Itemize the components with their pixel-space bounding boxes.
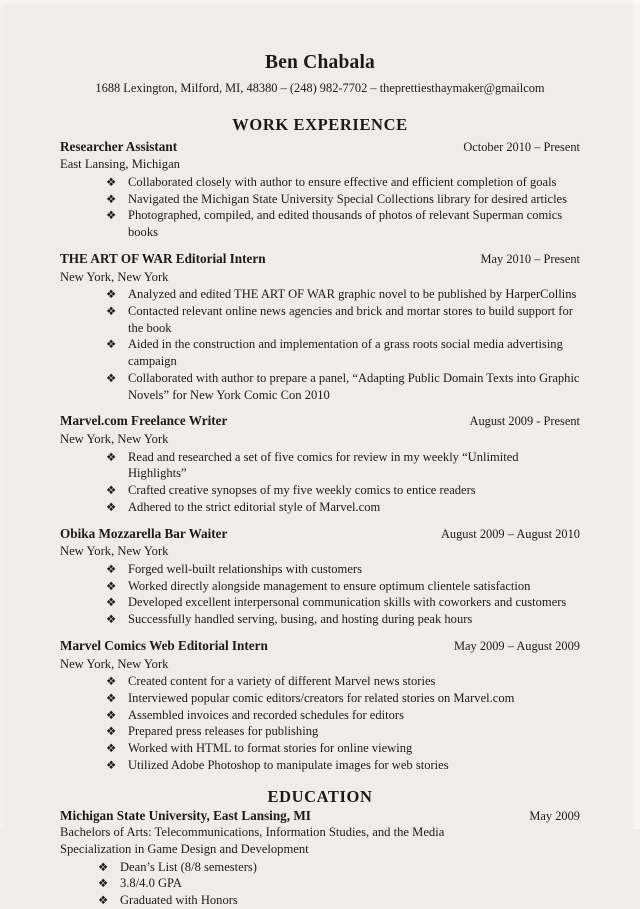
bullet-item: [98, 875, 580, 892]
bullet-text: Worked directly alongside management to ensure optimum clientele satisfaction: [128, 578, 531, 593]
bullet-text: Contacted relevant online news agencies and brick and mortar stores to build support for the book: [128, 303, 573, 335]
bullet-item: [98, 859, 580, 876]
education-entry-head: [60, 808, 580, 825]
bullet-item: [106, 449, 580, 483]
bullet-item: [106, 207, 580, 241]
bullet-text: Navigated the Michigan State University Special Collections library for desired articles: [128, 191, 568, 206]
diamond-bullet-icon: ❖: [106, 499, 117, 514]
bullet-text: Dean’s List (8/8 semesters): [120, 859, 257, 874]
bullet-item: [106, 757, 580, 774]
bullet-item: [106, 673, 580, 690]
work-entry-bullet-list: [60, 561, 580, 628]
bullet-text: Collaborated closely with author to ensure effective and efficient completion of goals: [128, 174, 557, 189]
bullet-item: [106, 286, 580, 303]
work-entry: [60, 251, 580, 404]
bullet-text: Crafted creative synopses of my five weekly comics to entice readers: [128, 483, 476, 498]
bullet-text: Successfully handled serving, busing, and hosting during peak hours: [128, 612, 473, 627]
work-entry-location: New York, New York: [60, 656, 169, 671]
work-entry-date: May 2009 – August 2009: [454, 638, 580, 653]
work-entry: [60, 638, 580, 774]
section-heading-work-experience: WORK EXPERIENCE: [232, 114, 408, 134]
work-entry-title: THE ART OF WAR Editorial Intern: [60, 250, 266, 266]
bullet-item: [106, 174, 580, 191]
bullet-text: Analyzed and edited THE ART OF WAR graphic novel to be published by HarperCollins: [128, 287, 577, 302]
work-entry-location: New York, New York: [60, 432, 169, 447]
work-entry-date: August 2009 - Present: [469, 414, 580, 429]
work-entry-location: East Lansing, Michigan: [60, 157, 180, 172]
education-entry: [60, 808, 580, 909]
work-entry-location: New York, New York: [60, 544, 169, 559]
bullet-item: [106, 370, 580, 404]
diamond-bullet-icon: ❖: [98, 876, 109, 891]
diamond-bullet-icon: ❖: [106, 595, 117, 610]
bullet-text: Graduated with Honors: [120, 893, 238, 908]
bullet-item: [106, 611, 580, 628]
diamond-bullet-icon: ❖: [106, 741, 117, 756]
bullet-item: [106, 561, 580, 578]
work-entry-head: [60, 139, 580, 156]
diamond-bullet-icon: ❖: [106, 724, 117, 739]
diamond-bullet-icon: ❖: [106, 483, 117, 498]
work-entry-bullet-list: [60, 449, 580, 516]
diamond-bullet-icon: ❖: [106, 287, 117, 302]
work-entry: [60, 413, 580, 515]
bullet-item: [98, 892, 580, 909]
bullet-text: 3.8/4.0 GPA: [120, 876, 182, 891]
diamond-bullet-icon: ❖: [106, 578, 117, 593]
bullet-text: Created content for a variety of different Marvel news stories: [128, 674, 436, 689]
diamond-bullet-icon: ❖: [98, 859, 109, 874]
diamond-bullet-icon: ❖: [106, 208, 117, 223]
bullet-item: [106, 723, 580, 740]
work-entry-title: Obika Mozzarella Bar Waiter: [60, 525, 228, 541]
work-entry-date: May 2010 – Present: [480, 251, 580, 266]
work-entry-head: [60, 526, 580, 543]
candidate-name: Ben Chabala: [264, 52, 376, 73]
diamond-bullet-icon: ❖: [106, 191, 117, 206]
diamond-bullet-icon: ❖: [106, 757, 117, 772]
bullet-text: Utilized Adobe Photoshop to manipulate images for web stories: [128, 757, 449, 772]
work-entry-head: [60, 413, 580, 430]
work-entry-head: [60, 638, 580, 655]
diamond-bullet-icon: ❖: [106, 690, 117, 705]
work-entry-bullet-list: [60, 673, 580, 774]
diamond-bullet-icon: ❖: [106, 561, 117, 576]
diamond-bullet-icon: ❖: [106, 449, 117, 464]
bullet-text: Developed excellent interpersonal communication skills with coworkers and customers: [128, 595, 567, 610]
diamond-bullet-icon: ❖: [106, 674, 117, 689]
work-entry-date: October 2010 – Present: [463, 139, 580, 154]
bullet-item: [106, 578, 580, 595]
bullet-item: [106, 740, 580, 757]
bullet-item: [106, 191, 580, 208]
bullet-item: [106, 690, 580, 707]
contact-line: 1688 Lexington, Milford, MI, 48380 – (248) 982-7702 – theprettiesthaymaker@gmailcom: [95, 81, 545, 96]
bullet-text: Collaborated with author to prepare a panel, “Adapting Public Domain Texts into Graphic Novels” for New York Comic Con 2010: [128, 370, 580, 402]
diamond-bullet-icon: ❖: [106, 370, 117, 385]
bullet-item: [106, 499, 580, 516]
education-bullet-list: [60, 859, 580, 909]
bullet-item: [106, 707, 580, 724]
bullet-text: Adhered to the strict editorial style of Marvel.com: [128, 499, 381, 514]
work-entry-bullet-list: [60, 286, 580, 403]
bullet-text: Worked with HTML to format stories for online viewing: [128, 741, 413, 756]
bullet-text: Read and researched a set of five comics for review in my weekly “Unlimited Highlights”: [128, 449, 519, 481]
diamond-bullet-icon: ❖: [98, 893, 109, 908]
bullet-item: [106, 336, 580, 370]
bullet-text: Interviewed popular comic editors/creators for related stories on Marvel.com: [128, 690, 515, 705]
diamond-bullet-icon: ❖: [106, 303, 117, 318]
bullet-item: [106, 303, 580, 337]
education-specialization: Specialization in Game Design and Development: [60, 842, 309, 857]
work-entry-date: August 2009 – August 2010: [440, 526, 580, 541]
work-entry: [60, 526, 580, 628]
work-entry-title: Marvel Comics Web Editorial Intern: [60, 637, 268, 653]
bullet-text: Photographed, compiled, and edited thousands of photos of relevant Superman comics books: [128, 208, 563, 240]
diamond-bullet-icon: ❖: [106, 707, 117, 722]
work-entry: [60, 139, 580, 241]
education-school: Michigan State University, East Lansing, MI: [60, 807, 311, 823]
bullet-item: [106, 482, 580, 499]
work-experience-list: [60, 139, 580, 774]
diamond-bullet-icon: ❖: [106, 174, 117, 189]
section-heading-education: EDUCATION: [267, 786, 373, 806]
work-entry-location: New York, New York: [60, 269, 169, 284]
work-entry-title: Researcher Assistant: [60, 138, 178, 154]
work-entry-title: Marvel.com Freelance Writer: [60, 413, 228, 429]
bullet-item: [106, 594, 580, 611]
bullet-text: Aided in the construction and implementation of a grass roots social media advertising campaign: [128, 337, 563, 369]
education-date: May 2009: [529, 808, 580, 823]
diamond-bullet-icon: ❖: [106, 337, 117, 352]
bullet-text: Prepared press releases for publishing: [128, 724, 319, 739]
education-degree: Bachelors of Arts: Telecommunications, Information Studies, and the Media: [60, 825, 445, 840]
bullet-text: Assembled invoices and recorded schedules for editors: [128, 707, 404, 722]
bullet-text: Forged well-built relationships with customers: [128, 561, 362, 576]
work-entry-bullet-list: [60, 174, 580, 241]
work-entry-head: [60, 251, 580, 268]
diamond-bullet-icon: ❖: [106, 612, 117, 627]
